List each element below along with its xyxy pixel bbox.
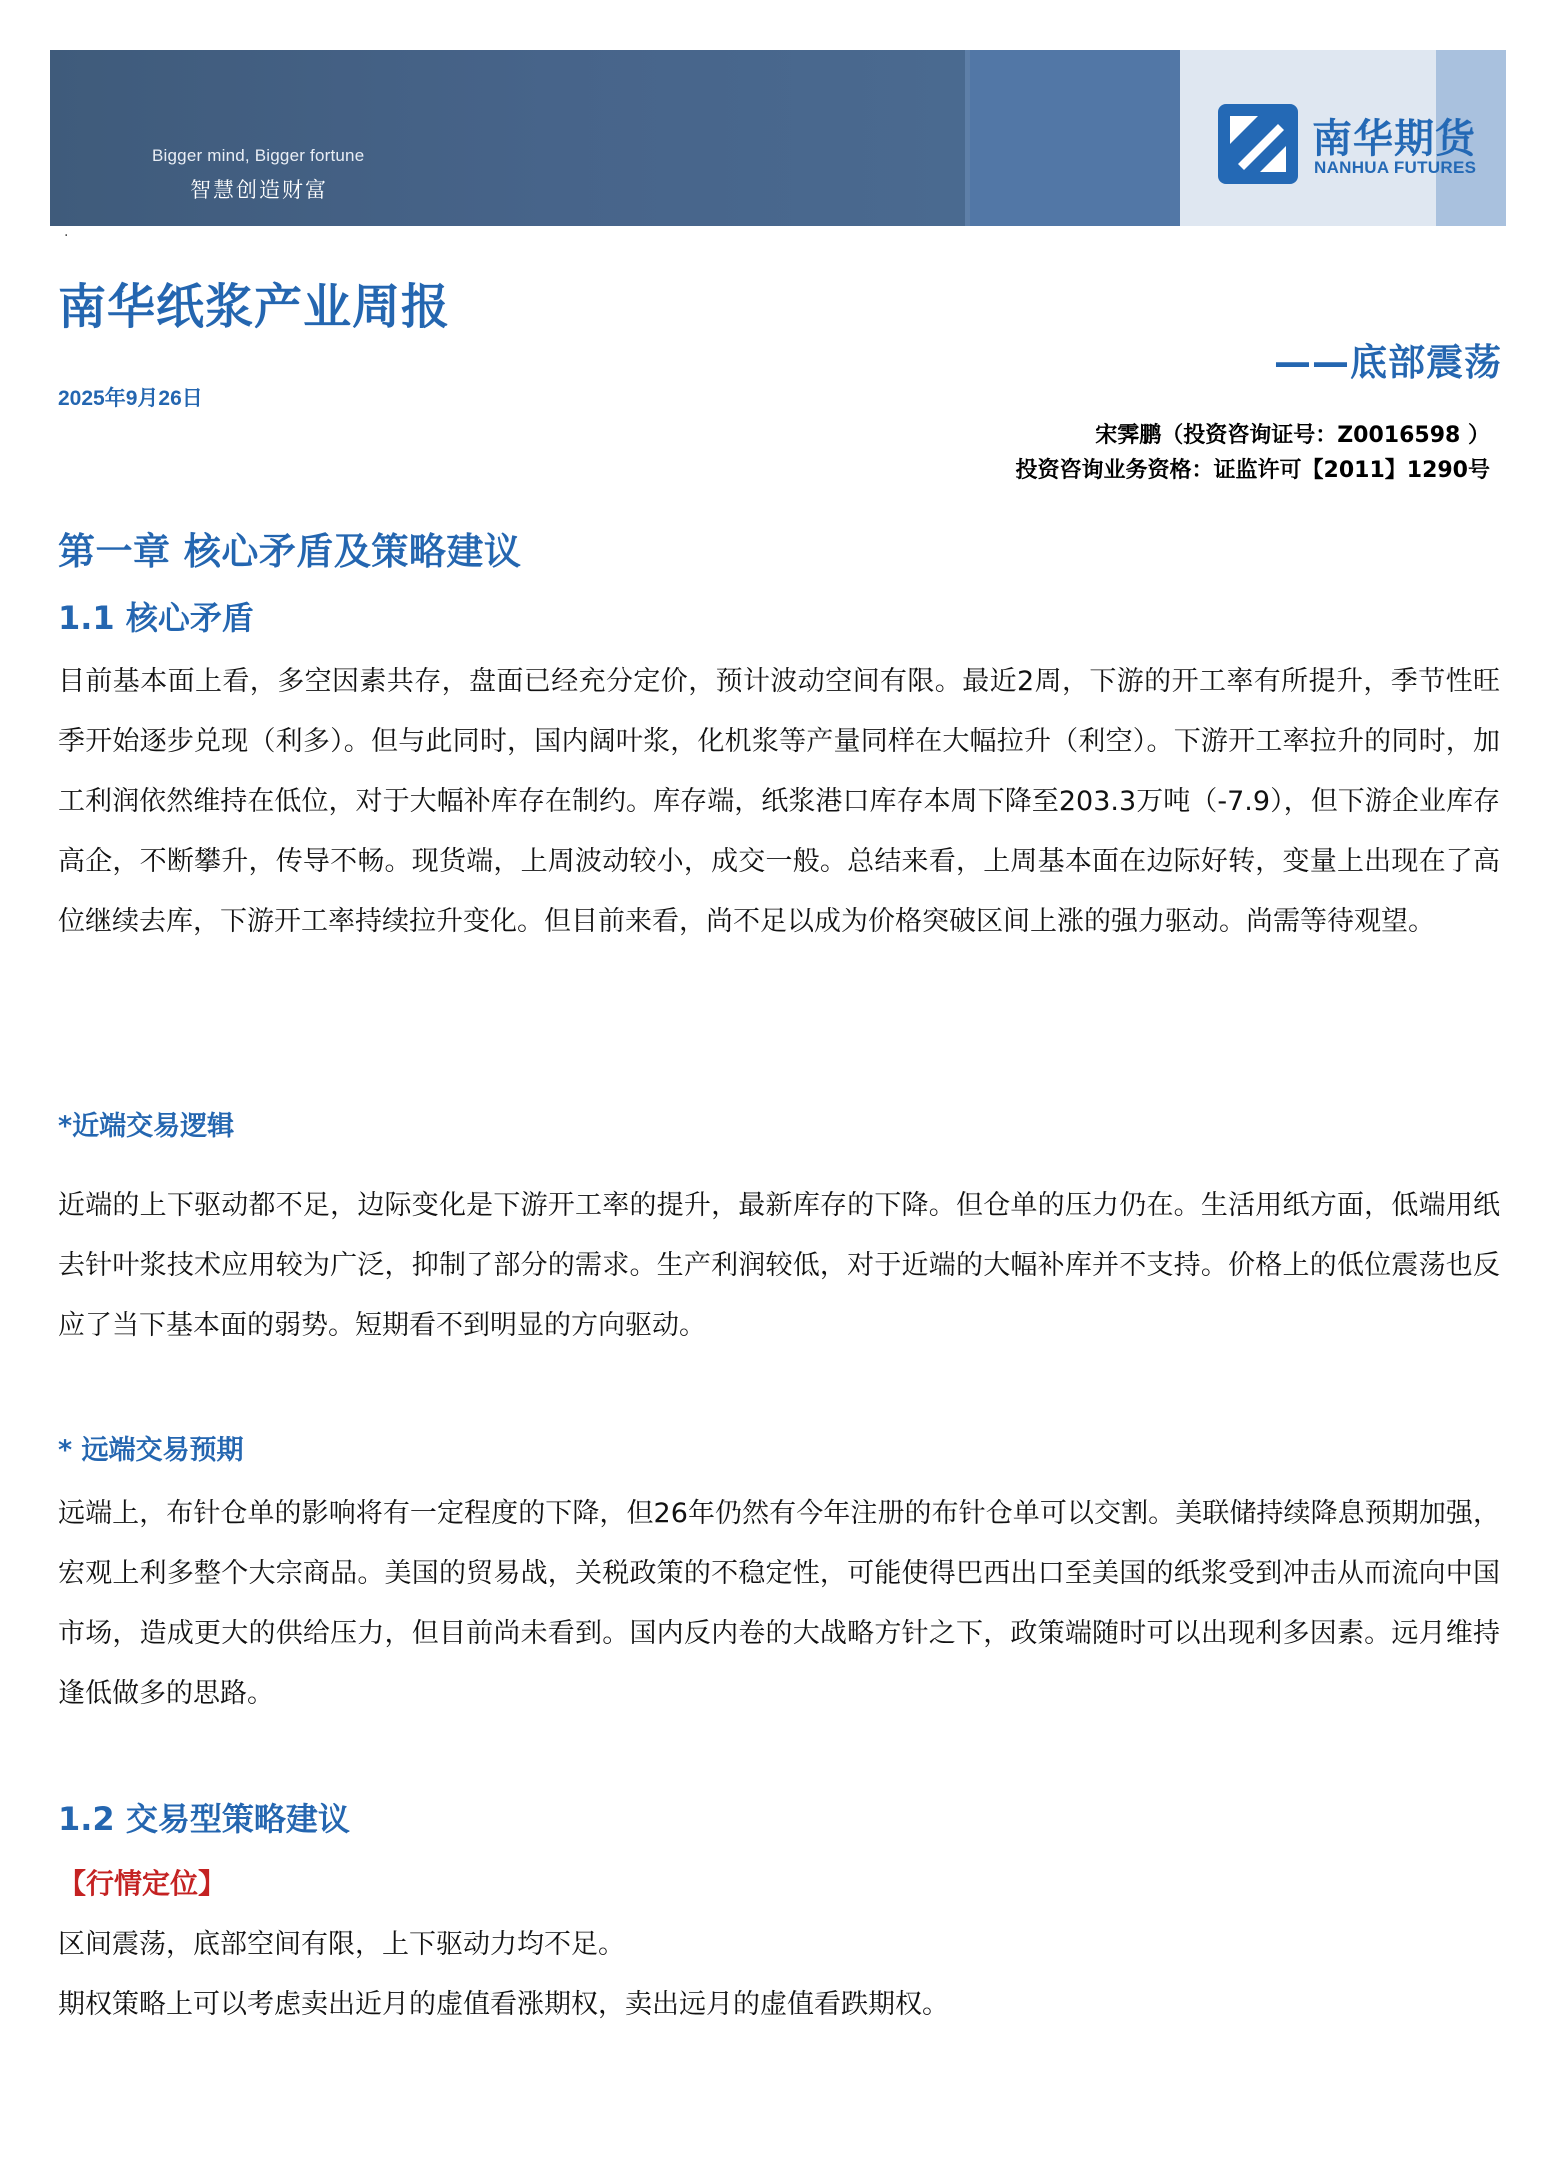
near-term-logic-heading: *近端交易逻辑 (58, 1111, 235, 1142)
report-subtitle: ——底部震荡 (1274, 341, 1502, 384)
logo-text-english: NANHUA FUTURES (1314, 158, 1477, 177)
slogan-english: Bigger mind, Bigger fortune (152, 146, 365, 165)
slogan-chinese: 智慧创造财富 (190, 178, 328, 202)
report-date: 2025年9月26日 (58, 387, 203, 410)
near-term-logic-paragraph: 近端的上下驱动都不足，边际变化是下游开工率的提升，最新库存的下降。但仓单的压力仍在。生活用纸方面，低端用纸去针叶浆技术应用较为广泛，抑制了部分的需求。生产利润较低，对于近端的大幅补库并不支持。价格上的低位震荡也反应了当下基本面的弱势。短期看不到明显的方向驱动。 (58, 1190, 1500, 1341)
banner-left-panel (50, 50, 965, 226)
logo-text-chinese: 南华期货 (1312, 116, 1476, 162)
positioning-text: 区间震荡，底部空间有限，上下驱动力均不足。 (58, 1929, 625, 1960)
section-heading-1-2: 1.2 交易型策略建议 (58, 1800, 350, 1838)
nanhua-logo-icon (1218, 104, 1298, 184)
separator-dot: · (64, 228, 69, 244)
header-banner (50, 50, 1506, 226)
chapter-heading: 第一章 核心矛盾及策略建议 (58, 530, 522, 573)
section-heading-1-1: 1.1 核心矛盾 (58, 599, 254, 637)
banner-stripe (970, 50, 1180, 226)
core-contradiction-paragraph: 目前基本面上看，多空因素共存，盘面已经充分定价，预计波动空间有限。最近2周，下游的开工率有所提升，季节性旺季开始逐步兑现（利多）。但与此同时，国内阔叶浆，化机浆等产量同样在大幅拉升（利空）。下游开工率拉升的同时，加工利润依然维持在低位，对于大幅补库存在制约。库存端，纸浆港口库存本周下降至203.3万吨（-7.9），但下游企业库存高企，不断攀升，传导不畅。现货端，上周波动较小，成交一般。总结来看，上周基本面在边际好转，变量上出现在了高位继续去库，下游开工率持续拉升变化。但目前来看，尚不足以成为价格突破区间上涨的强力驱动。尚需等待观望。 (58, 666, 1500, 937)
market-positioning-tag: 【行情定位】 (58, 1867, 227, 1900)
far-term-expectation-paragraph: 远端上，布针仓单的影响将有一定程度的下降，但26年仍然有今年注册的布针仓单可以交割。美联储持续降息预期加强，宏观上利多整个大宗商品。美国的贸易战，关税政策的不稳定性，可能使得巴西出口至美国的纸浆受到冲击从而流向中国市场，造成更大的供给压力，但目前尚未看到。国内反内卷的大战略方针之下，政策端随时可以出现利多因素。远月维持逢低做多的思路。 (58, 1498, 1500, 1709)
license-info: 投资咨询业务资格：证监许可【2011】1290号 (1015, 458, 1490, 483)
report-title: 南华纸浆产业周报 (58, 279, 451, 335)
option-strategy-text: 期权策略上可以考虑卖出近月的虚值看涨期权，卖出远月的虚值看跌期权。 (58, 1989, 949, 2020)
far-term-expectation-heading: * 远端交易预期 (58, 1435, 244, 1466)
author-info: 宋霁鹏（投资咨询证号：Z0016598 ） (1095, 423, 1490, 448)
